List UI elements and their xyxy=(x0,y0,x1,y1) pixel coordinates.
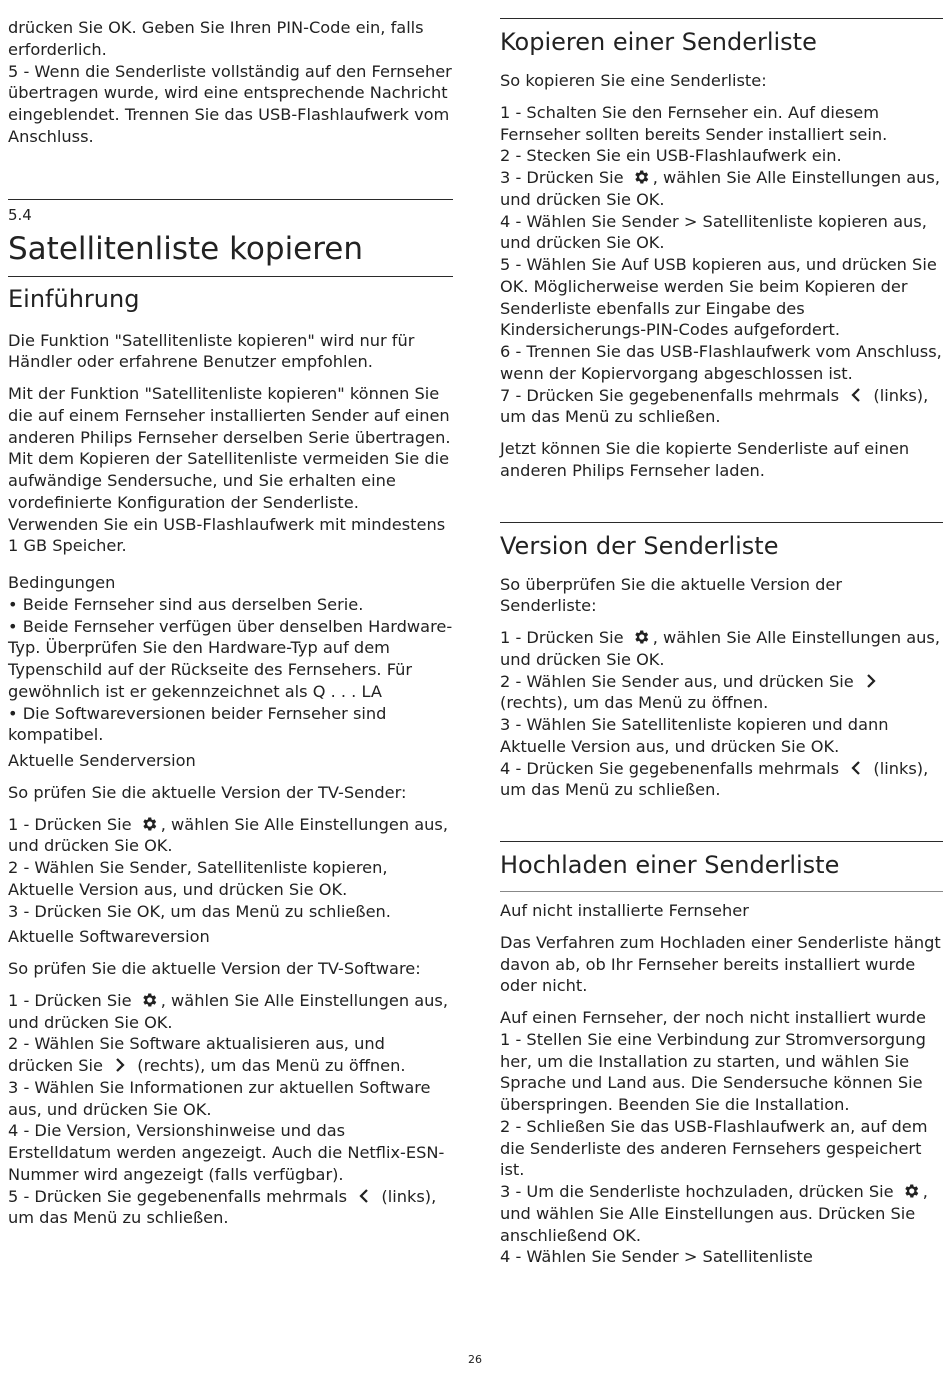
softwareversion-step-4: 4 - Die Version, Versionshinweise und das Erstelldatum werden angezeigt. Auch die Netflix-ESN-Nummer wird angezeigt (falls verfügbar). xyxy=(8,1121,445,1184)
chevron-right-icon xyxy=(862,672,880,690)
subheading-nicht-installiert: Auf nicht installierte Fernseher xyxy=(500,901,749,920)
subheading-aktuelle-senderversion: Aktuelle Senderversion xyxy=(8,751,196,770)
version-step-2: 2 - Wählen Sie Sender aus, und drücken Sie (rechts), um das Menü zu öffnen. xyxy=(500,671,943,715)
left-column xyxy=(8,0,453,1229)
senderversion-step-2: 2 - Wählen Sie Sender, Satellitenliste kopieren, Aktuelle Version aus, und drücken Sie OK. xyxy=(8,858,388,899)
section-title-kopieren: Kopieren einer Senderliste xyxy=(500,28,817,56)
chevron-left-icon xyxy=(847,759,865,777)
subheading-noch-nicht-installiert: Auf einen Fernseher, der noch nicht installiert wurde xyxy=(500,1008,926,1027)
softwareversion-step-1: 1 - Drücken Sie , wählen Sie Alle Einstellungen aus, und drücken Sie OK. xyxy=(8,990,449,1032)
upload-step-3: 3 - Um die Senderliste hochzuladen, drücken Sie , und wählen Sie Alle Einstellungen aus. Drücken Sie anschließend OK. xyxy=(500,1182,928,1245)
chapter-number: 5.4 xyxy=(8,205,32,224)
gear-icon xyxy=(140,991,158,1009)
upload-step-1: 1 - Stellen Sie eine Verbindung zur Stromversorgung her, um die Installation zu starten, und wählen Sie Sprache und Land aus. Die Sendersuche können Sie überspringen. Beenden Sie die Installation. xyxy=(500,1029,926,1114)
copy-step-7: 7 - Drücken Sie gegebenenfalls mehrmals (links), um das Menü zu schließen. xyxy=(500,385,929,427)
chevron-left-icon xyxy=(847,386,865,404)
senderversion-step-3: 3 - Drücken Sie OK, um das Menü zu schließen. xyxy=(8,901,391,921)
softwareversion-step-5: 5 - Drücken Sie gegebenenfalls mehrmals (links), um das Menü zu schließen. xyxy=(8,1186,437,1228)
copy-step-4: 4 - Wählen Sie Sender > Satellitenliste kopieren aus, und drücken Sie OK. xyxy=(500,211,927,253)
version-step-4: 4 - Drücken Sie gegebenenfalls mehrmals (links), um das Menü zu schließen. xyxy=(500,758,929,800)
softwareversion-step-3: 3 - Wählen Sie Informationen zur aktuellen Software aus, und drücken Sie OK. xyxy=(8,1077,431,1119)
version-intro: So überprüfen Sie die aktuelle Version der Senderliste: xyxy=(500,574,842,616)
upload-intro: Das Verfahren zum Hochladen einer Senderliste hängt davon ab, ob Ihr Fernseher bereits installiert wurde oder nicht. xyxy=(500,932,941,996)
condition-1: • Beide Fernseher sind aus derselben Serie. xyxy=(8,594,364,614)
continued-paragraph: drücken Sie OK. Geben Sie Ihren PIN-Code ein, falls erforderlich. xyxy=(8,18,424,59)
copy-step-1: 1 - Schalten Sie den Fernseher ein. Auf diesem Fernseher sollten bereits Sender installiert sein. xyxy=(500,102,888,144)
chevron-left-icon xyxy=(355,1187,373,1205)
version-step-1: 1 - Drücken Sie , wählen Sie Alle Einstellungen aus, und drücken Sie OK. xyxy=(500,628,941,669)
section-title-hochladen: Hochladen einer Senderliste xyxy=(500,851,840,879)
section-title-version: Version der Senderliste xyxy=(500,531,779,560)
condition-3: • Die Softwareversionen beider Fernseher sind kompatibel. xyxy=(8,703,387,745)
gear-icon xyxy=(140,815,158,833)
copy-step-5: 5 - Wählen Sie Auf USB kopieren aus, und drücken Sie OK. Möglicherweise werden Sie beim Kopieren der Senderliste ebenfalls zur Eingabe des Kindersicherungs-PIN-Codes aufgefordert. xyxy=(500,255,937,340)
intro-paragraph-1: Die Funktion "Satellitenliste kopieren" wird nur für Händler oder erfahrene Benutzer empfohlen. xyxy=(8,330,415,372)
version-step-3: 3 - Wählen Sie Satellitenliste kopieren und dann Aktuelle Version aus, und drücken Sie OK. xyxy=(500,715,889,756)
continued-step-5: 5 - Wenn die Senderliste vollständig auf den Fernseher übertragen wurde, wird eine entsprechende Nachricht eingeblendet. Trennen Sie das USB-Flashlaufwerk vom Anschluss. xyxy=(8,61,452,146)
page-number: 26 xyxy=(468,1353,482,1366)
copy-step-2: 2 - Stecken Sie ein USB-Flashlaufwerk ein. xyxy=(500,146,842,166)
subheading-aktuelle-softwareversion: Aktuelle Softwareversion xyxy=(8,927,210,947)
chapter-title: Satellitenliste kopieren xyxy=(8,230,364,267)
softwareversion-intro: So prüfen Sie die aktuelle Version der TV-Software: xyxy=(8,959,421,978)
upload-step-4: 4 - Wählen Sie Sender > Satellitenliste xyxy=(500,1247,813,1267)
condition-2: • Beide Fernseher verfügen über denselben Hardware-Typ. Überprüfen Sie den Hardware-Typ auf dem Typenschild auf der Rückseite des Fernsehers. Für gewöhnlich ist er gekennzeichnet als Q . . . LA xyxy=(8,616,453,701)
gear-icon xyxy=(902,1182,920,1200)
senderversion-intro: So prüfen Sie die aktuelle Version der TV-Sender: xyxy=(8,782,407,802)
senderversion-step-1: 1 - Drücken Sie , wählen Sie Alle Einstellungen aus, und drücken Sie OK. xyxy=(8,814,449,856)
copy-intro: So kopieren Sie eine Senderliste: xyxy=(500,71,767,90)
subheading-bedingungen: Bedingungen xyxy=(8,573,116,592)
section-title-einfuehrung: Einführung xyxy=(8,284,140,313)
chapter-rule xyxy=(8,199,453,200)
chevron-right-icon xyxy=(111,1056,129,1074)
gear-icon xyxy=(632,168,650,186)
softwareversion-step-2: 2 - Wählen Sie Software aktualisieren aus, und drücken Sie (rechts), um das Menü zu öffnen. xyxy=(8,1034,406,1075)
copy-outro: Jetzt können Sie die kopierte Senderliste auf einen anderen Philips Fernseher laden. xyxy=(500,439,910,480)
intro-paragraph-2: Mit der Funktion "Satellitenliste kopieren" können Sie die auf einem Fernseher installierten Sender auf einen anderen Philips Fernseher derselben Serie übertragen. Mit dem Kopieren der Satellitenliste vermeiden Sie die aufwändige Sendersuche, und Sie erhalten eine vordefinierte Konfiguration der Senderliste. Verwenden Sie ein USB-Flashlaufwerk mit mindestens 1 GB Speicher. xyxy=(8,384,451,556)
gear-icon xyxy=(632,628,650,646)
right-column xyxy=(500,0,943,1268)
copy-step-6: 6 - Trennen Sie das USB-Flashlaufwerk vom Anschluss, wenn der Kopiervorgang abgeschlossen ist. xyxy=(500,342,942,383)
copy-step-3: 3 - Drücken Sie , wählen Sie Alle Einstellungen aus, und drücken Sie OK. xyxy=(500,168,941,209)
upload-step-2: 2 - Schließen Sie das USB-Flashlaufwerk an, auf dem die Senderliste des anderen Fernsehers gespeichert ist. xyxy=(500,1116,928,1180)
